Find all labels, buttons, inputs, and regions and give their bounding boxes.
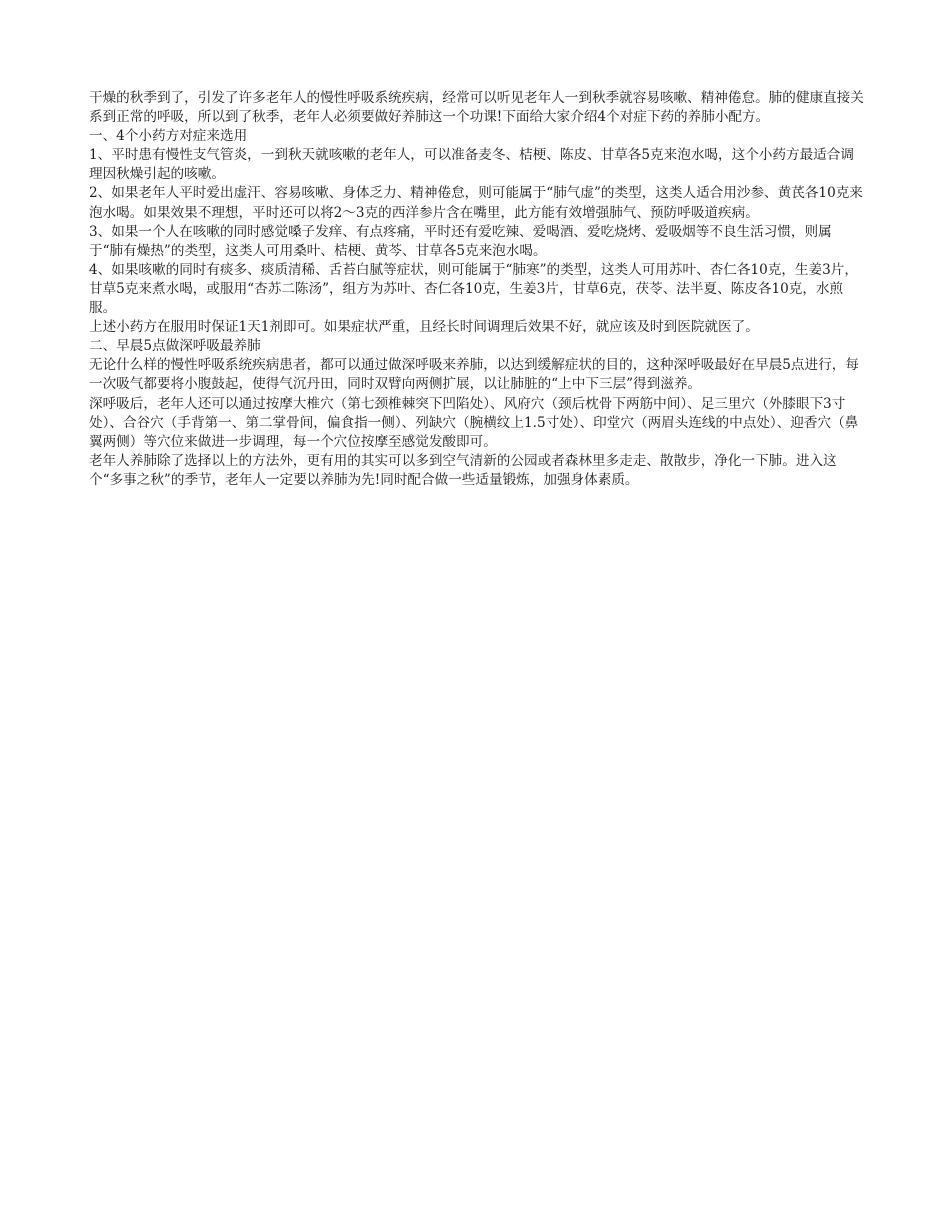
acupoint-paragraph: 深呼吸后，老年人还可以通过按摩大椎穴（第七颈椎棘突下凹陷处）、风府穴（颈后枕骨下两筋中间）、足三里穴（外膝眼下3寸处）、合谷穴（手背第一、第二掌骨间，偏食指一侧）、列缺穴（腕横纹上1.5寸处）、印堂穴（两眉头连线的中点处）、迎香穴（鼻翼两侧）等穴位来做进一步调理，每一个穴位按摩至感觉发酸即可。 [89,395,859,450]
section-heading-2: 二、早晨5点做深呼吸最养肺 [89,338,261,355]
remedy-paragraph-2: 2、如果老年人平时爱出虚汗、容易咳嗽、身体乏力、精神倦怠，则可能属于“肺气虚”的类型，这类人适合用沙参、黄芪各10克来泡水喝。如果效果不理想，平时还可以将2～3克的西洋参片含在嘴里，此方能有效增强肺气、预防呼吸道疾病。 [89,185,863,221]
section-heading-1: 一、4个小药方对症来选用 [89,128,248,145]
remedy-paragraph-4: 4、如果咳嗽的同时有痰多、痰质清稀、舌苔白腻等症状，则可能属于“肺寒”的类型，这类人可用苏叶、杏仁各10克，生姜3片，甘草5克来煮水喝，或服用“杏苏二陈汤”，组方为苏叶、杏仁各10克，生姜3片，甘草6克，茯苓、法半夏、陈皮各10克，水煎服。 [89,261,858,317]
remedy-paragraph-3: 3、如果一个人在咳嗽的同时感觉嗓子发痒、有点疼痛，平时还有爱吃辣、爱喝酒、爱吃烧烤、爱吸烟等不良生活习惯，则属于“肺有燥热”的类型，这类人可用桑叶、桔梗、黄芩、甘草各5克来泡水喝。 [89,223,832,259]
closing-paragraph: 老年人养肺除了选择以上的方法外，更有用的其实可以多到空气清新的公园或者森林里多走走、散散步，净化一下肺。进入这个“多事之秋”的季节，老年人一定要以养肺为先!同时配合做一些适量锻炼，加强身体素质。 [89,452,837,488]
remedy-paragraph-1: 1、平时患有慢性支气管炎，一到秋天就咳嗽的老年人，可以准备麦冬、桔梗、陈皮、甘草各5克来泡水喝，这个小药方最适合调理因秋燥引起的咳嗽。 [89,147,854,183]
intro-paragraph: 干燥的秋季到了，引发了许多老年人的慢性呼吸系统疾病，经常可以听见老年人一到秋季就容易咳嗽、精神倦怠。肺的健康直接关系到正常的呼吸，所以到了秋季，老年人必须要做好养肺这一个功课!下面给大家介绍4个对症下药的养肺小配方。 [89,90,864,126]
dosage-note-paragraph: 上述小药方在服用时保证1天1剂即可。如果症状严重，且经长时间调理后效果不好，就应该及时到医院就医了。 [89,319,759,336]
breathing-paragraph: 无论什么样的慢性呼吸系统疾病患者，都可以通过做深呼吸来养肺，以达到缓解症状的目的，这种深呼吸最好在早晨5点进行，每一次吸气都要将小腹鼓起，使得气沉丹田，同时双臂向两侧扩展，以让肺脏的“上中下三层”得到滋养。 [89,357,859,393]
document-body [89,89,864,490]
